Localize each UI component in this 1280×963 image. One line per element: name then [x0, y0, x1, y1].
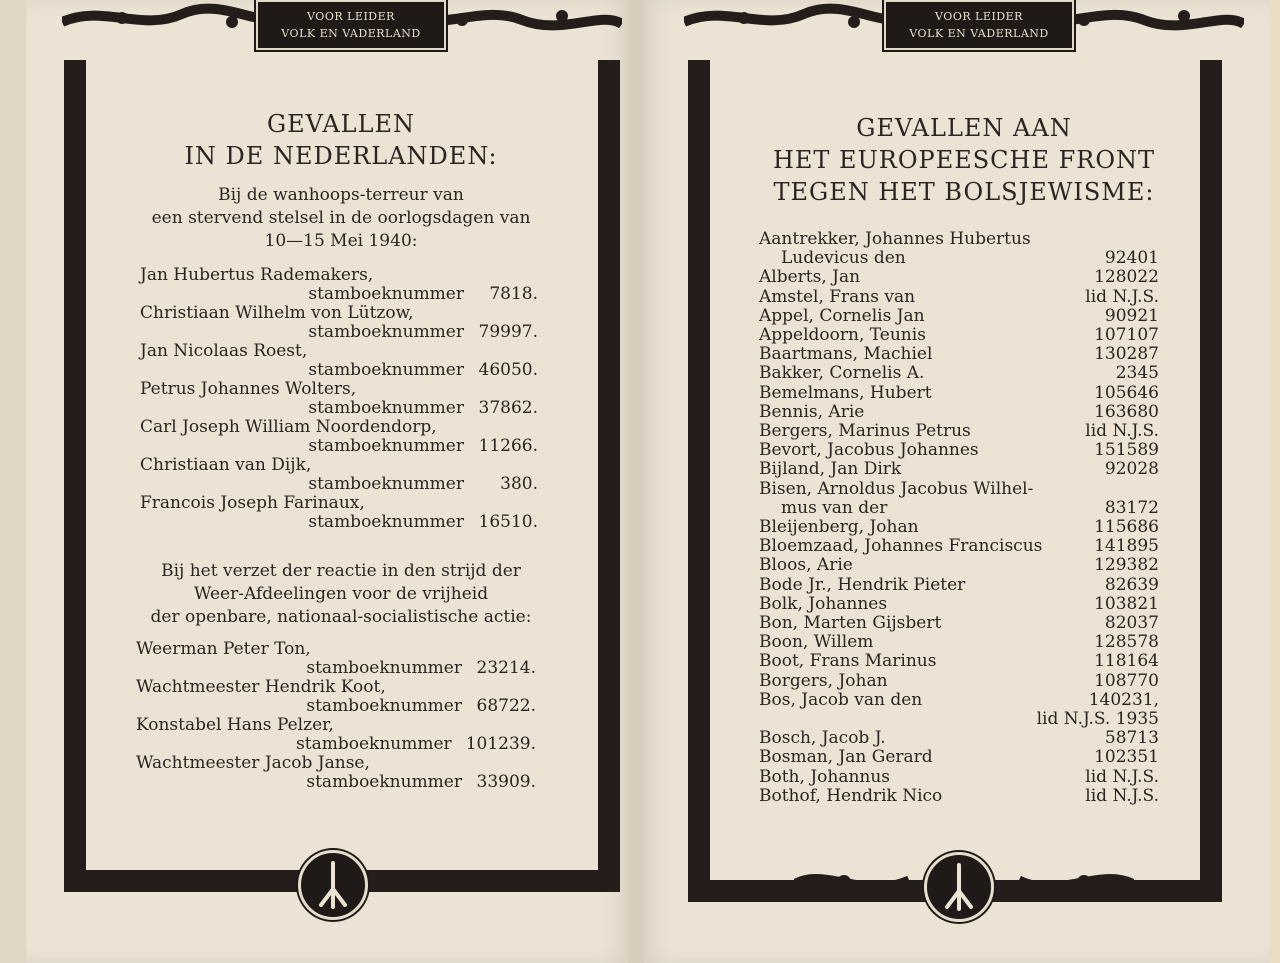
casualty-name: Jan Hubertus Rademakers, [140, 265, 374, 285]
roster-name: Bloemzaad, Johannes Franciscus [759, 536, 1043, 557]
registration-label: stamboeknummer [296, 734, 452, 754]
right-page [644, 0, 1270, 963]
registration-label: stamboeknummer [306, 658, 462, 678]
left-para-2-line-3: der openbare, nationaal-socialistische actie: [150, 607, 532, 627]
registration-label: stamboeknummer [306, 772, 462, 792]
registration-label: stamboeknummer [308, 284, 464, 304]
roster-name: Baartmans, Machiel [759, 344, 933, 365]
roster-row [759, 710, 1159, 729]
roster-number: 163680 [1094, 401, 1159, 422]
registration-label: stamboeknummer [308, 474, 464, 494]
casualty-name: Weerman Peter Ton, [136, 639, 311, 659]
casualty-entry [136, 716, 536, 754]
book-gutter [628, 0, 644, 963]
registration-label: stamboeknummer [306, 696, 462, 716]
registration-number: 16510. [478, 512, 538, 532]
roster-row [759, 652, 1159, 671]
roster-row [759, 268, 1159, 287]
casualty-name: Jan Nicolaas Roest, [140, 341, 308, 361]
left-para-2-line-2: Weer-Afdeelingen voor de vrijheid [193, 584, 489, 604]
roster-number: 118164 [1094, 651, 1159, 672]
roster-number: 83172 [1104, 497, 1159, 518]
registration-line [140, 475, 538, 494]
life-rune-icon [301, 853, 365, 917]
casualty-name: Carl Joseph William Noordendorp, [140, 417, 437, 437]
roster-name: Borgers, Johan [759, 670, 888, 691]
casualty-name: Francois Joseph Farinaux, [140, 493, 365, 513]
casualty-name: Petrus Johannes Wolters, [140, 379, 357, 399]
roster-row [759, 288, 1159, 307]
roster-number: 92401 [1104, 248, 1159, 269]
roster-row [759, 787, 1159, 806]
left-intro-line-3: 10—15 Mei 1940: [264, 231, 418, 251]
left-group-2 [136, 640, 536, 792]
registration-line [136, 735, 536, 754]
roster-number: 107107 [1094, 325, 1159, 346]
casualty-entry [140, 456, 538, 494]
roster-number: lid N.J.S. [1085, 766, 1159, 787]
left-rune-emblem [298, 850, 368, 920]
registration-number: 68722. [476, 696, 536, 716]
registration-label: stamboeknummer [308, 398, 464, 418]
roster-number: 140231, [1088, 689, 1159, 710]
casualty-name: Christiaan van Dijk, [140, 455, 312, 475]
roster-name: Bergers, Marinus Petrus [759, 421, 971, 442]
casualty-entry [140, 266, 538, 304]
right-roster [759, 230, 1159, 806]
roster-row [759, 403, 1159, 422]
roster-number [1069, 230, 1159, 249]
roster-name: Bon, Marten Gijsbert [759, 613, 942, 634]
left-title [116, 108, 566, 172]
registration-line [140, 285, 538, 304]
banner-line-1: VOOR LEIDER [307, 10, 395, 23]
roster-row [759, 633, 1159, 652]
registration-number: 101239. [465, 734, 536, 754]
roster-name: Bakker, Cornelis A. [759, 363, 925, 384]
roster-number: 128578 [1094, 632, 1159, 653]
roster-number: lid N.J.S. [1085, 421, 1159, 442]
casualty-entry [136, 754, 536, 792]
casualty-name: Konstabel Hans Pelzer, [136, 715, 334, 735]
roster-number: 115686 [1094, 517, 1159, 538]
roster-row [759, 441, 1159, 460]
roster-name: mus van der [781, 497, 888, 518]
left-group-1 [140, 266, 538, 532]
casualty-entry [136, 678, 536, 716]
roster-name: Appeldoorn, Teunis [759, 325, 926, 346]
roster-row [759, 614, 1159, 633]
registration-line [136, 659, 536, 678]
roster-name: Bloos, Arie [759, 555, 853, 576]
roster-number: 128022 [1094, 267, 1159, 288]
roster-number: 102351 [1094, 747, 1159, 768]
roster-name: Bleijenberg, Johan [759, 517, 919, 538]
roster-name: Appel, Cornelis Jan [759, 305, 925, 326]
roster-row [759, 518, 1159, 537]
left-para-2 [126, 560, 556, 629]
registration-label: stamboeknummer [308, 436, 464, 456]
roster-row [759, 748, 1159, 767]
page-stack-edge [0, 0, 27, 963]
roster-row [759, 345, 1159, 364]
registration-line [140, 513, 538, 532]
roster-row [759, 576, 1159, 595]
left-title-line-2: IN DE NEDERLANDEN: [184, 142, 498, 170]
roster-number: 108770 [1094, 670, 1159, 691]
right-title [744, 112, 1184, 208]
registration-number: 46050. [478, 360, 538, 380]
right-banner [884, 0, 1074, 50]
roster-name: Alberts, Jan [759, 267, 861, 288]
registration-number: 33909. [476, 772, 536, 792]
left-para-2-line-1: Bij het verzet der reactie in den strijd der [161, 561, 521, 581]
roster-row [759, 499, 1159, 518]
casualty-name: Christiaan Wilhelm von Lützow, [140, 303, 414, 323]
banner-line-2: VOLK EN VADERLAND [909, 27, 1049, 40]
registration-line [136, 773, 536, 792]
roster-number: lid N.J.S. 1935 [1036, 709, 1159, 730]
casualty-entry [140, 418, 538, 456]
registration-label: stamboeknummer [308, 512, 464, 532]
roster-name: Boot, Frans Marinus [759, 651, 937, 672]
roster-row [759, 384, 1159, 403]
roster-number: 82639 [1104, 574, 1159, 595]
roster-row [759, 691, 1159, 710]
roster-name: Bijland, Jan Dirk [759, 459, 902, 480]
roster-row [759, 672, 1159, 691]
left-intro-line-2: een stervend stelsel in de oorlogsdagen van [151, 208, 531, 228]
roster-name: Bothof, Hendrik Nico [759, 785, 943, 806]
left-intro-line-1: Bij de wanhoops-terreur van [218, 185, 464, 205]
roster-name: Bosman, Jan Gerard [759, 747, 933, 768]
casualty-entry [140, 494, 538, 532]
roster-name: Bennis, Arie [759, 401, 865, 422]
registration-number: 11266. [478, 436, 538, 456]
registration-label: stamboeknummer [308, 322, 464, 342]
registration-number: 380. [500, 474, 538, 494]
roster-number: 129382 [1094, 555, 1159, 576]
right-title-line-3: TEGEN HET BOLSJEWISME: [773, 178, 1155, 206]
roster-name: Bosch, Jacob J. [759, 728, 886, 749]
left-page [26, 0, 628, 963]
roster-number: 2345 [1115, 363, 1159, 384]
roster-row [759, 537, 1159, 556]
roster-name: Bos, Jacob van den [759, 689, 923, 710]
roster-name: Ludevicus den [781, 248, 906, 269]
left-intro [126, 184, 556, 253]
casualty-entry [140, 342, 538, 380]
roster-name: Aantrekker, Johannes Hubertus [759, 229, 1031, 249]
roster-row [759, 729, 1159, 748]
right-title-line-2: HET EUROPEESCHE FRONT [772, 146, 1156, 174]
roster-number: 105646 [1094, 382, 1159, 403]
roster-row [759, 460, 1159, 479]
registration-line [140, 399, 538, 418]
banner-line-1: VOOR LEIDER [935, 10, 1023, 23]
registration-number: 7818. [489, 284, 538, 304]
roster-row [759, 422, 1159, 441]
casualty-name: Wachtmeester Hendrik Koot, [136, 677, 386, 697]
roster-number: 141895 [1094, 536, 1159, 557]
registration-line [140, 437, 538, 456]
registration-line [140, 323, 538, 342]
roster-row [759, 595, 1159, 614]
roster-row [759, 556, 1159, 575]
registration-number: 37862. [478, 398, 538, 418]
casualty-entry [140, 380, 538, 418]
page-edge-right [1270, 0, 1280, 963]
right-rune-emblem [924, 852, 994, 922]
roster-row [759, 480, 1159, 499]
casualty-entry [140, 304, 538, 342]
right-title-line-1: GEVALLEN AAN [856, 114, 1072, 142]
left-title-line-1: GEVALLEN [266, 110, 416, 138]
casualty-name: Wachtmeester Jacob Janse, [136, 753, 370, 773]
roster-name: Amstel, Frans van [759, 286, 916, 307]
roster-number: lid N.J.S. [1085, 286, 1159, 307]
roster-name: Bevort, Jacobus Johannes [759, 440, 979, 461]
roster-number: 92028 [1104, 459, 1159, 480]
roster-row [759, 768, 1159, 787]
roster-name: Both, Johannus [759, 766, 891, 787]
life-rune-icon [927, 855, 991, 919]
roster-number: lid N.J.S. [1085, 785, 1159, 806]
casualty-entry [136, 640, 536, 678]
roster-name: Boon, Willem [759, 632, 874, 653]
roster-row [759, 230, 1159, 249]
registration-label: stamboeknummer [308, 360, 464, 380]
roster-row [759, 249, 1159, 268]
registration-line [140, 361, 538, 380]
registration-number: 23214. [476, 658, 536, 678]
registration-line [136, 697, 536, 716]
roster-name: Bisen, Arnoldus Jacobus Wilhel- [759, 478, 1034, 499]
banner-line-2: VOLK EN VADERLAND [281, 27, 421, 40]
roster-number: 103821 [1094, 593, 1159, 614]
roster-name: Bolk, Johannes [759, 593, 888, 614]
roster-row [759, 307, 1159, 326]
roster-name: Bemelmans, Hubert [759, 382, 932, 403]
roster-number: 82037 [1104, 613, 1159, 634]
left-banner [256, 0, 446, 50]
roster-name: Bode Jr., Hendrik Pieter [759, 574, 966, 595]
roster-row [759, 326, 1159, 345]
roster-number [1069, 480, 1159, 499]
roster-number: 58713 [1104, 728, 1159, 749]
roster-number: 151589 [1094, 440, 1159, 461]
registration-number: 79997. [478, 322, 538, 342]
roster-number: 130287 [1094, 344, 1159, 365]
roster-number: 90921 [1104, 305, 1159, 326]
roster-row [759, 364, 1159, 383]
